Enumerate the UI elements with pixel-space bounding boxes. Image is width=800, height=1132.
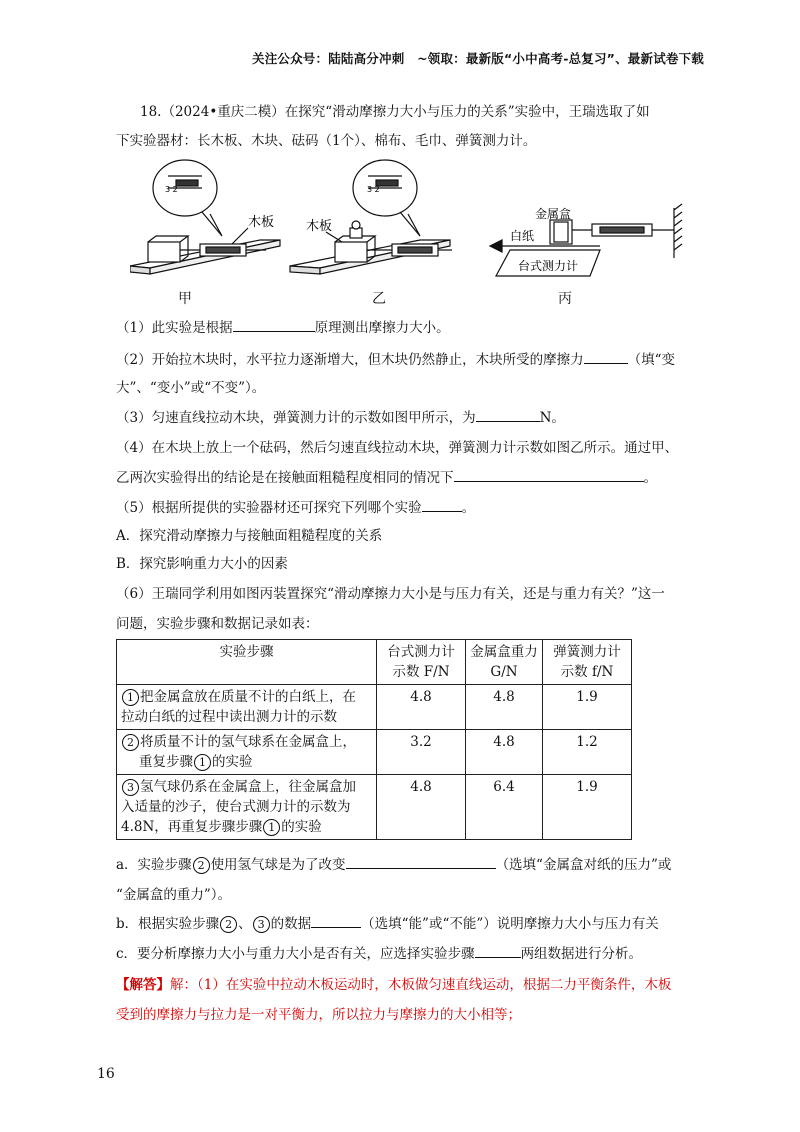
caption-b: 乙 [372,291,386,307]
label-board-b: 木板 [306,219,333,234]
value-F-1: 4.8 [377,685,466,730]
question-4: （4）在木块上放上一个砝码，然后匀速直线拉动木块，弹簧测力计示数如图乙所示。通过甲、 [116,440,679,456]
value-f-3: 1.9 [543,775,632,840]
question-5: （5）根据所提供的实验器材还可探究下列哪个实验 。 [116,496,475,516]
value-F-2: 3.2 [377,730,466,775]
header-G: 金属盒重力 G/N [466,640,543,685]
blank-2[interactable] [584,349,628,364]
answer-line2: 受到的摩擦力与拉力是一对平衡力，所以拉力与摩擦力的大小相等； [116,1007,521,1023]
header-steps: 实验步骤 [117,640,377,685]
step-1: 1 把金属盒放在质量不计的白纸上，在 拉动白纸的过程中读出测力计的示数 [117,685,377,730]
option-a: A．探究滑动摩擦力与接触面粗糙程度的关系 [116,528,383,544]
experiment-figure [130,158,710,308]
circled-number: 3 [253,916,270,933]
blank-5[interactable] [422,497,462,512]
caption-a: 甲 [178,291,192,307]
circled-number: 1 [122,689,139,706]
circled-number: 2 [122,734,139,751]
label-white-paper: 白纸 [510,229,535,243]
circled-number: 2 [193,857,210,874]
page-number: 16 [97,1066,115,1082]
scale-numbers-b: 3 2 [367,185,380,194]
circled-number: 2 [220,916,237,933]
question-4-cont: 乙两次实验得出的结论是在接触面粗糙程度相同的情况下 。 [116,466,657,486]
caption-c: 丙 [558,291,572,307]
blank-a[interactable] [346,854,496,869]
label-board-a: 木板 [248,215,275,230]
label-scale-meter: 台式测力计 [518,259,579,273]
value-G-3: 6.4 [466,775,543,840]
circled-number: 3 [122,779,139,796]
answer-line1: 【解答】解：（1）在实验中拉动木板运动时，木板做匀速直线运动，根据二力平衡条件，木板 [116,977,672,993]
blank-4[interactable] [454,467,644,482]
blank-b[interactable] [311,913,361,928]
subquestion-a: a．实验步骤 2 使用氢气球是为了改变 （选填“金属盒对纸的压力”或 [116,853,671,874]
answer-tag: 【解答】 [116,977,170,993]
apparatus-diagram [130,158,710,308]
table-row [117,775,632,840]
page-header: 关注公众号：陆陆高分冲刺 ~领取：最新版“小中高考-总复习”、最新试卷下载 [252,51,704,66]
circled-number: 1 [194,754,211,771]
figure-b [290,160,452,274]
question-2-cont: 大”、“变小”或“不变”）。 [116,380,266,396]
circled-number: 1 [263,819,280,836]
step-2: 2 将质量不计的氢气球系在金属盒上， 重复步骤 1 的实验 [117,730,377,775]
value-G-2: 4.8 [466,730,543,775]
question-intro-line1: 18.（2024•重庆二模）在探究“滑动摩擦力大小与压力的关系”实验中，王瑞选取了如 [140,104,650,120]
value-f-1: 1.9 [543,685,632,730]
option-b: B．探究影响重力大小的因素 [116,556,288,572]
subquestion-c: c．要分析摩擦力大小与重力大小是否有关，应选择实验步骤 两组数据进行分析。 [116,942,642,962]
table-header-row [117,640,632,685]
blank-3[interactable] [476,407,540,422]
question-2: （2）开始拉木块时，水平拉力逐渐增大，但木块仍然静止，木块所受的摩擦力 （填“变 [116,348,675,368]
subquestion-b: b．根据实验步骤 2 、 3 的数据 （选填“能”或“不能”）说明摩擦力大小与压力有关 [116,912,659,933]
scale-numbers-a: 3 2 [165,185,178,194]
label-metal-box: 金属盒 [535,207,572,221]
header-F: 台式测力计示数 F/N [377,640,466,685]
header-f: 弹簧测力计示数 f/N [543,640,632,685]
blank-c[interactable] [475,943,521,958]
step-3: 3 氢气球仍系在金属盒上，往金属盒加 入适量的沙子，使台式测力计的示数为 4.8N，再重复步骤步骤 1 的实验 [117,775,377,840]
question-1: （1）此实验是根据 原理测出摩擦力大小。 [116,316,450,336]
value-G-1: 4.8 [466,685,543,730]
subquestion-a-cont: “金属盒的重力”）。 [116,887,232,903]
table-row [117,730,632,775]
value-F-3: 4.8 [377,775,466,840]
question-6: （6）王瑞同学利用如图丙装置探究“滑动摩擦力大小是与压力有关，还是与重力有关？”这一 [116,586,665,602]
data-table [116,639,632,840]
blank-1[interactable] [233,317,315,332]
question-6-cont: 问题，实验步骤和数据记录如表： [116,616,319,632]
question-intro-line2: 下实验器材：长木板、木块、砝码（1个）、棉布、毛巾、弹簧测力计。 [116,133,537,149]
value-f-2: 1.2 [543,730,632,775]
question-3: （3）匀速直线拉动木块，弹簧测力计的示数如图甲所示，为 N。 [116,406,565,426]
table-row [117,685,632,730]
